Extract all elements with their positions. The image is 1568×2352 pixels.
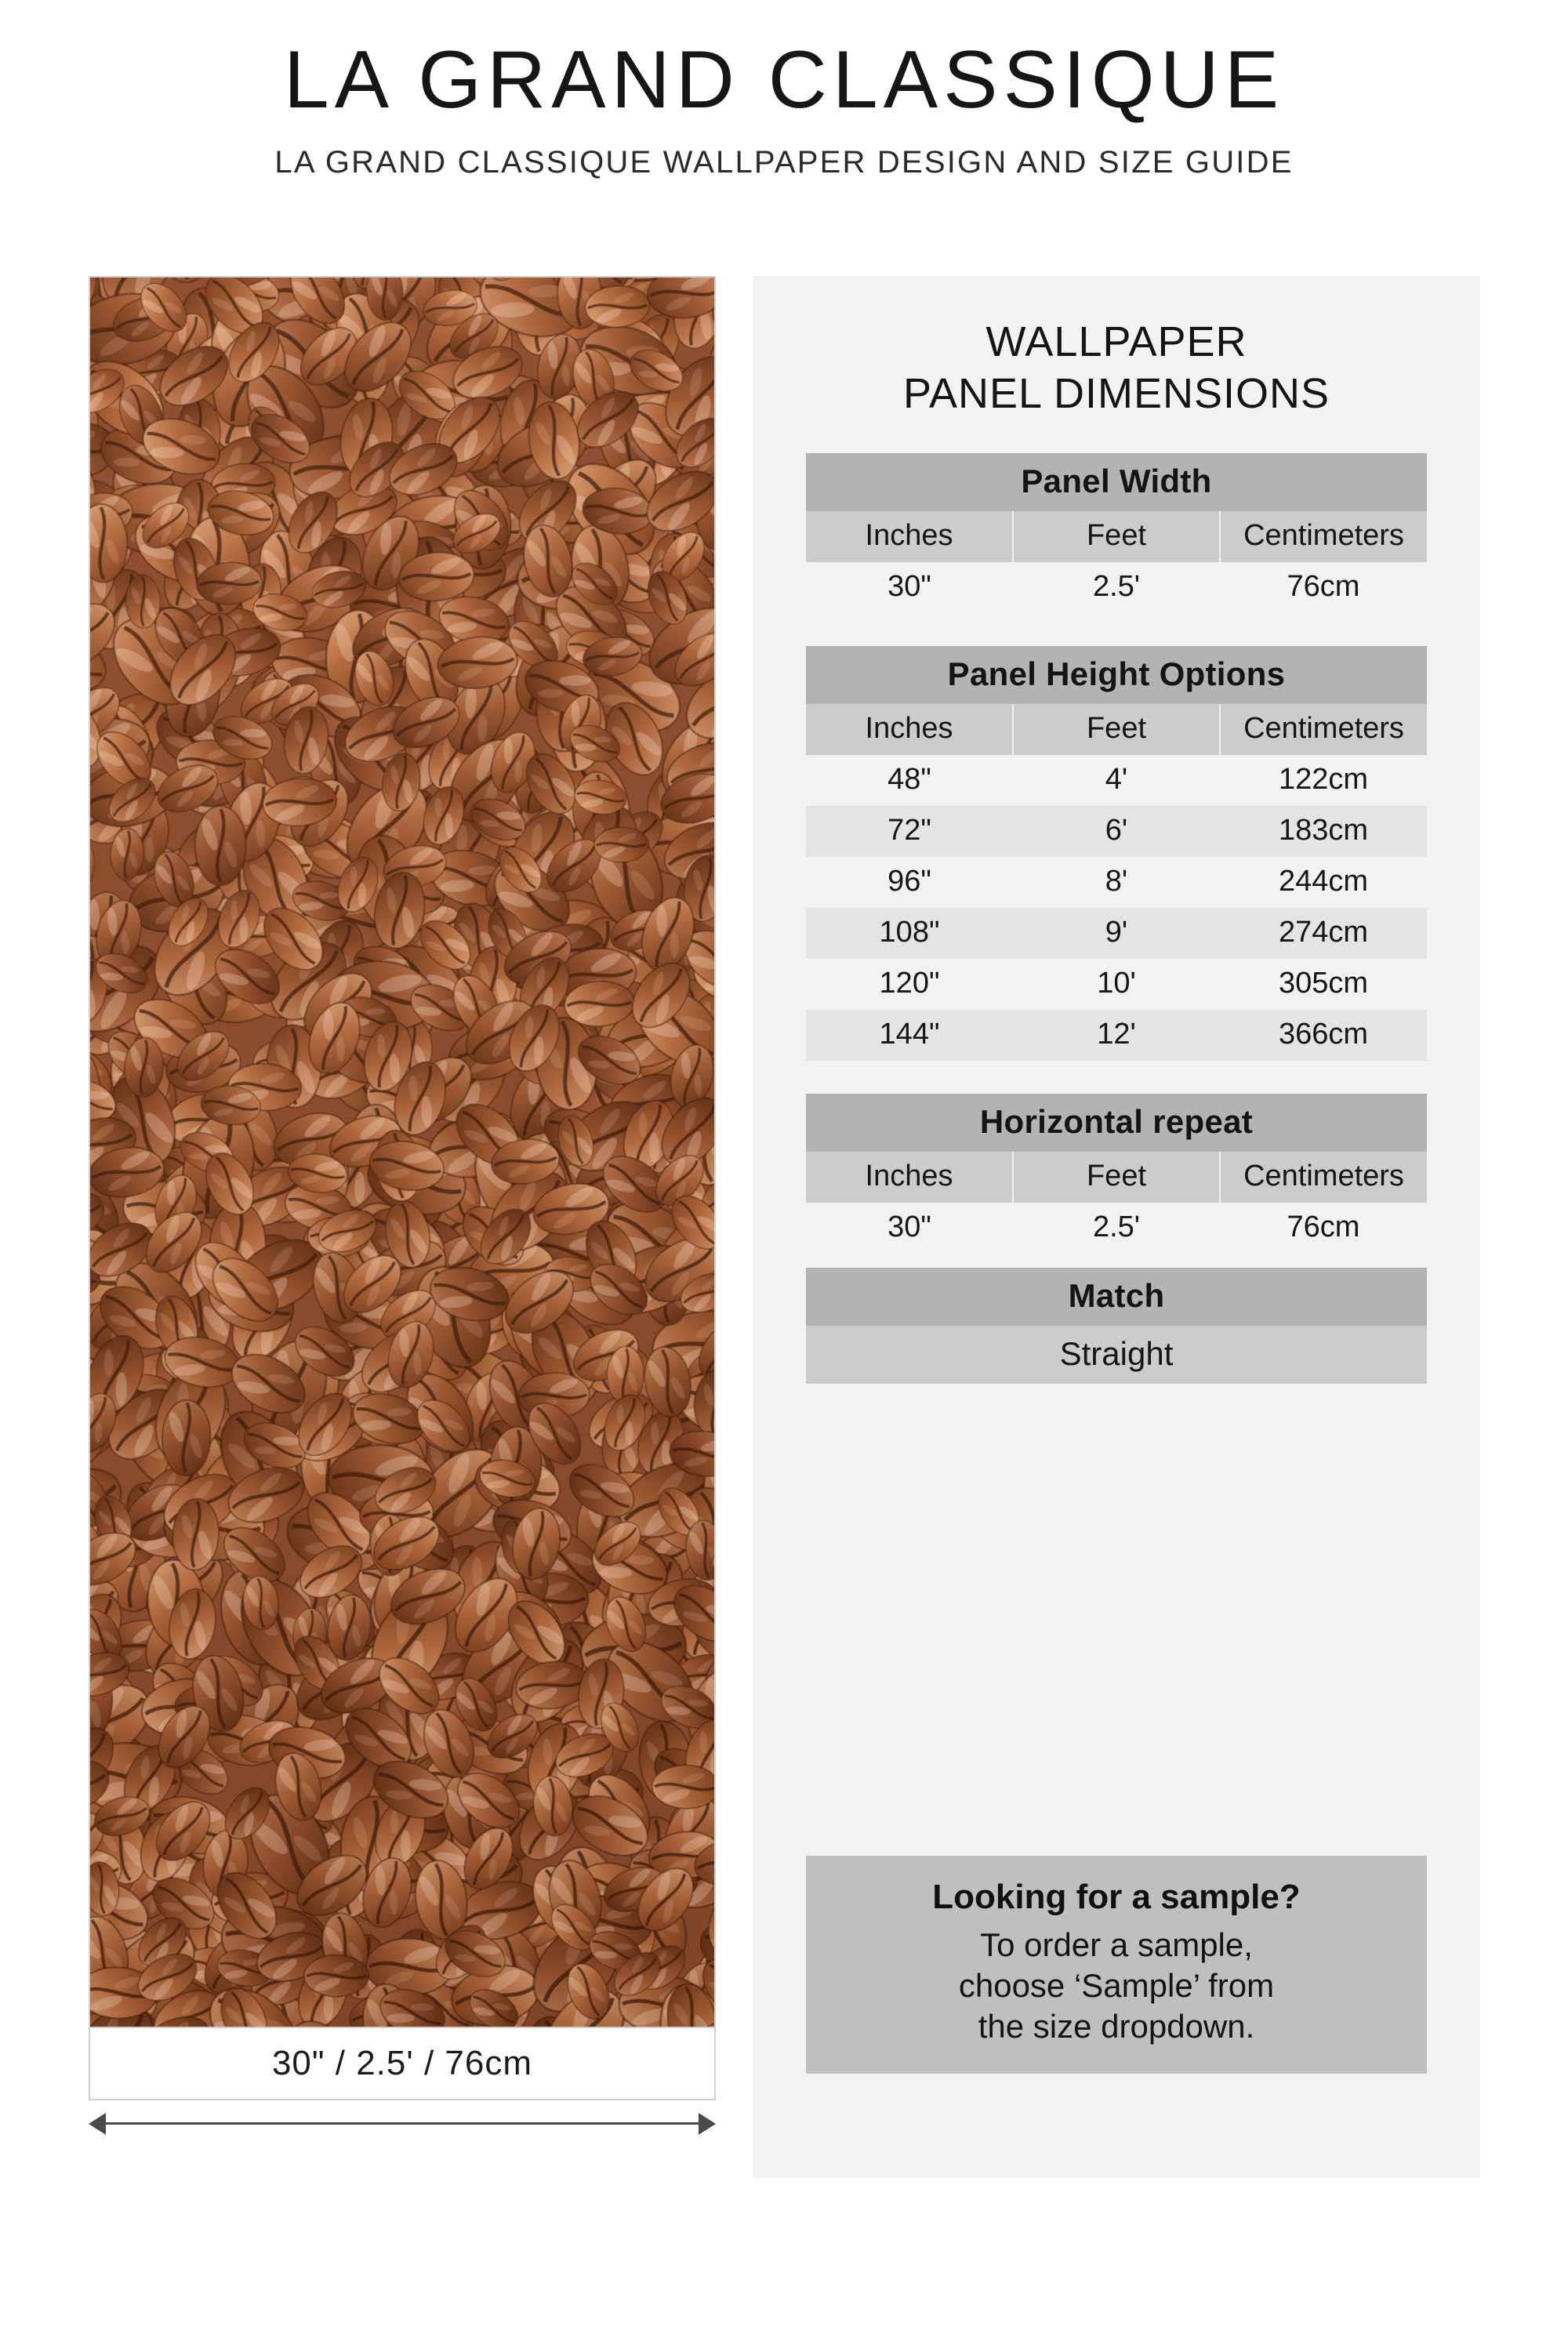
panel-height-feet-4: 9' [1013, 908, 1220, 959]
match-table [806, 1268, 1427, 1384]
table-row [806, 857, 1427, 908]
arrow-left-icon [89, 2113, 106, 2135]
panel-height-centimeters-6: 366cm [1220, 1010, 1427, 1061]
panel-height-header-centimeters: Centimeters [1220, 704, 1427, 755]
table-row [806, 959, 1427, 1010]
panel-height-centimeters-2: 183cm [1220, 806, 1427, 857]
panel-height-inches-1: 48" [887, 762, 931, 796]
horizontal-repeat-feet: 2.5' [1092, 1210, 1141, 1243]
panel-width-header-feet: Feet [1013, 511, 1220, 562]
arrow-line [98, 2122, 706, 2125]
table-row [806, 1326, 1427, 1384]
horizontal-repeat-inches: 30" [887, 1210, 931, 1243]
table-band-row [806, 1094, 1427, 1152]
page-title: LA GRAND CLASSIQUE [283, 34, 1285, 125]
sample-callout-line-3: the size dropdown. [978, 2008, 1255, 2045]
panel-height-header-feet: Feet [1013, 704, 1220, 755]
panel-height-feet-1: 4' [1105, 762, 1128, 796]
table-row [806, 806, 1427, 857]
match-band: Match [806, 1268, 1427, 1326]
section-spacer [806, 613, 1427, 646]
panel-height-inches-2: 72" [806, 806, 1013, 857]
match-value: Straight [806, 1326, 1427, 1384]
panel-width-feet: 2.5' [1092, 569, 1141, 603]
panel-height-inches-6: 144" [806, 1010, 1013, 1061]
panel-height-centimeters-4: 274cm [1220, 908, 1427, 959]
sample-callout-line-1: To order a sample, [980, 1926, 1253, 1963]
table-row [806, 908, 1427, 959]
horizontal-repeat-centimeters: 76cm [1287, 1210, 1360, 1243]
panel-height-feet-2: 6' [1013, 806, 1220, 857]
table-header-row [806, 1152, 1427, 1203]
table-row [806, 562, 1427, 613]
page-header [0, 0, 1568, 180]
panel-height-feet-3: 8' [1105, 864, 1128, 898]
table-row [806, 1010, 1427, 1061]
table-header-row [806, 704, 1427, 755]
panel-width-band: Panel Width [806, 453, 1427, 511]
sample-callout [806, 1856, 1427, 2074]
panel-height-centimeters-1: 122cm [1278, 762, 1369, 796]
panel-width-header-inches: Inches [806, 511, 1013, 562]
table-band-row [806, 453, 1427, 511]
spec-title-line-1: WALLPAPER [985, 318, 1247, 365]
panel-width-centimeters: 76cm [1287, 569, 1360, 603]
panel-height-table [806, 646, 1427, 1061]
panel-height-header-inches: Inches [806, 704, 1013, 755]
horizontal-repeat-header-feet: Feet [1013, 1152, 1220, 1203]
arrow-right-icon [699, 2113, 716, 2135]
table-band-row [806, 1268, 1427, 1326]
panel-width-header-centimeters: Centimeters [1220, 511, 1427, 562]
section-spacer [806, 1061, 1427, 1094]
main-content [0, 276, 1568, 2236]
sample-callout-line-2: choose ‘Sample’ from [958, 1967, 1275, 2005]
width-dimension-arrow [89, 2100, 716, 2147]
table-row [806, 1203, 1427, 1254]
panel-height-feet-5: 10' [1097, 966, 1136, 1000]
panel-width-inches: 30" [887, 569, 931, 603]
horizontal-repeat-band: Horizontal repeat [806, 1094, 1427, 1152]
swatch-width-caption: 30" / 2.5' / 76cm [271, 2044, 533, 2082]
horizontal-repeat-header-inches: Inches [806, 1152, 1013, 1203]
wallpaper-swatch-section [89, 276, 716, 2147]
horizontal-repeat-table [806, 1094, 1427, 1254]
spec-panel-title [806, 317, 1427, 420]
panel-height-inches-5: 120" [879, 966, 940, 1000]
table-header-row [806, 511, 1427, 562]
table-band-row [806, 646, 1427, 704]
panel-height-band: Panel Height Options [806, 646, 1427, 704]
wallpaper-swatch-image [89, 276, 716, 2028]
panel-height-inches-4: 108" [806, 908, 1013, 959]
swatch-width-caption-box [89, 2028, 716, 2100]
spec-title-line-2: PANEL DIMENSIONS [902, 369, 1330, 417]
coffee-beans-pattern [90, 278, 716, 2028]
page-subtitle: LA GRAND CLASSIQUE WALLPAPER DESIGN AND SIZE GUIDE [274, 145, 1294, 180]
panel-height-centimeters-5: 305cm [1278, 966, 1369, 1000]
sample-callout-title: Looking for a sample? [932, 1878, 1301, 1916]
horizontal-repeat-header-centimeters: Centimeters [1220, 1152, 1427, 1203]
panel-height-inches-3: 96" [887, 864, 931, 898]
panel-width-table [806, 453, 1427, 613]
panel-height-centimeters-3: 244cm [1278, 864, 1369, 898]
table-row [806, 755, 1427, 806]
panel-height-feet-6: 12' [1013, 1010, 1220, 1061]
